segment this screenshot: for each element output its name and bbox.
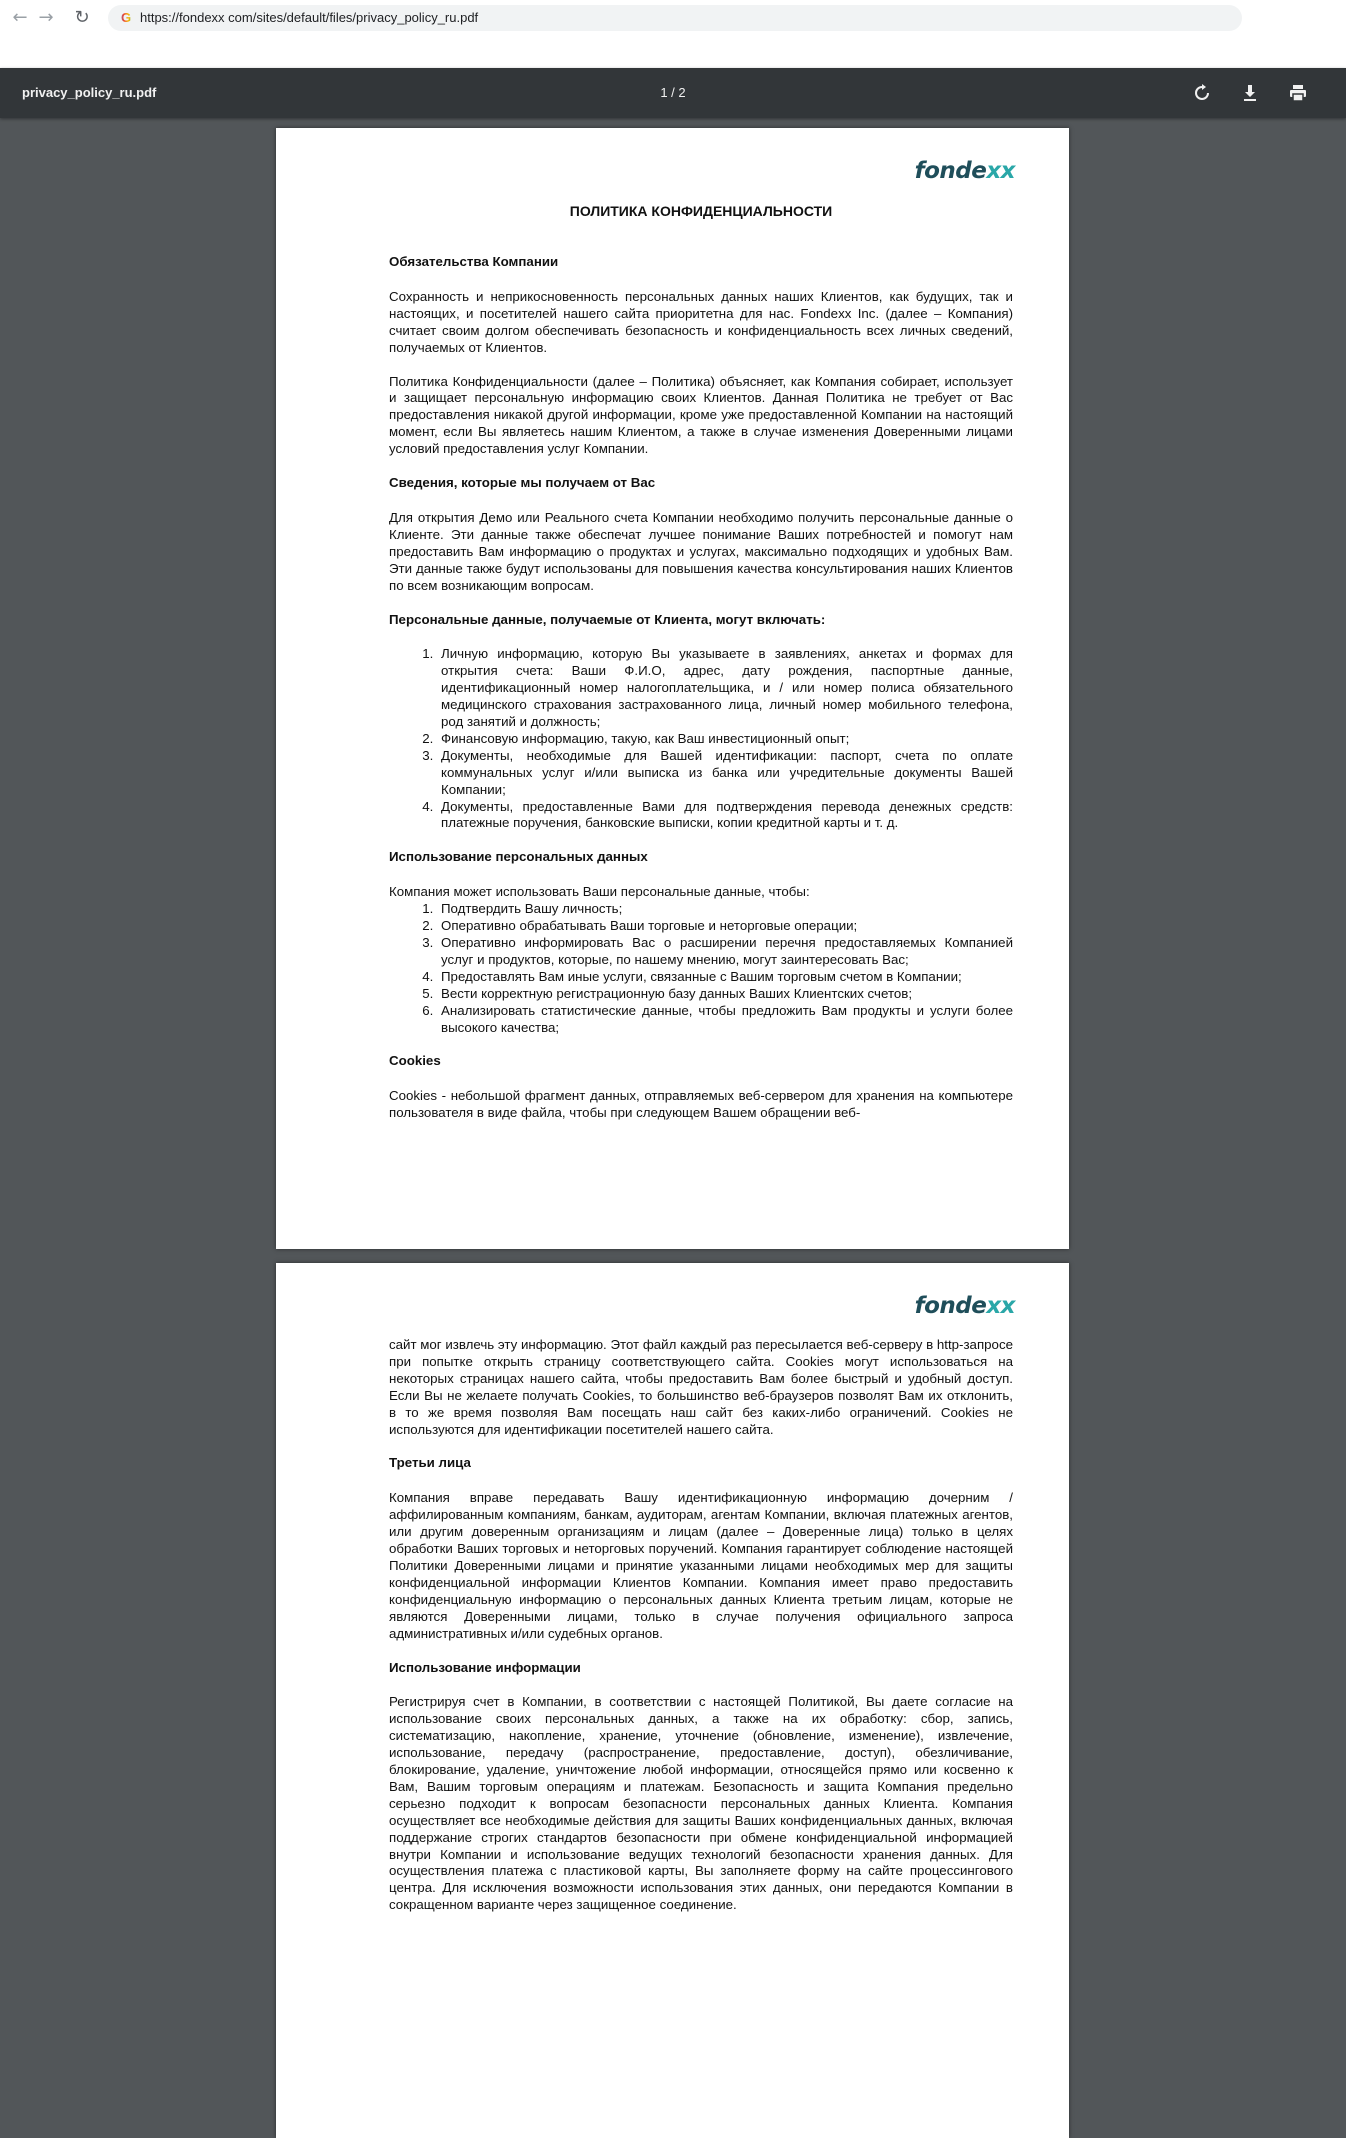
list-item: 1. Личную информацию, которую Вы указываете в заявлениях, анкетах и формах для открытия счета: Ваши Ф.И.О, адрес, дату рождения, паспортные данные, идентификационный номер налогоплательщика, и / или номер полиса обязательного медицинского страхования застрахованного лица, личный номер мобильного телефона, род занятий и должность; [437, 646, 1013, 731]
browser-toolbar [0, 0, 1346, 36]
section-heading: Cookies [389, 1053, 441, 1069]
list-item: 3. Оперативно информировать Вас о расширении перечня предоставляемых Компанией услуг и продуктов, которые, по нашему мнению, могут заинтересовать Вас; [437, 935, 1013, 969]
fondexx-logo: fondexx [914, 1293, 1015, 1319]
url-text[interactable]: https://fondexx com/sites/default/files/privacy_policy_ru.pdf [140, 10, 479, 25]
section-heading: Сведения, которые мы получаем от Вас [389, 475, 656, 491]
list-item: 2. Финансовую информацию, такую, как Ваш инвестиционный опыт; [437, 731, 1013, 748]
forward-arrow-icon[interactable]: → [38, 7, 54, 28]
paragraph: Сохранность и неприкосновенность персональных данных наших Клиентов, как будущих, так и настоящих, и посетителей нашего сайта приоритетна для нас. Fondexx Inc. (далее – Компания) считает своим долгом обеспечивать безопасность и конфиденциальность всех личных сведений, получаемых от Клиентов. [389, 288, 1013, 355]
paragraph: Cookies - небольшой фрагмент данных, отправляемых веб-сервером для хранения на компьютере пользователя в виде файла, чтобы при следующем Вашем обращении веб- [389, 1088, 1013, 1121]
list-item: 3. Документы, необходимые для Вашей идентификации: паспорт, счета по оплате коммунальных услуг и/или выписка из банка или учредительные документы Вашей Компании; [437, 748, 1013, 799]
list-item: 1. Подтвердить Вашу личность; [437, 901, 1013, 918]
section-heading: Использование персональных данных [389, 849, 648, 865]
personal-data-list [389, 646, 1013, 832]
page-indicator: 1 / 2 [660, 85, 686, 100]
page-2-content [389, 1337, 1013, 1931]
paragraph: Для открытия Демо или Реального счета Компании необходимо получить персональные данные о Клиенте. Эти данные также обеспечат лучшее понимание Ваших потребностей и помогут нам предоставить Вам информацию о продуктах и услугах, максимально подходящих и удобных Вам. Эти данные также будут использованы для повышения качества консультирования наших Клиентов по всем возникающим вопросам. [389, 509, 1013, 593]
section-heading: Персональные данные, получаемые от Клиента, могут включать: [389, 611, 826, 627]
pdf-viewer-toolbar [0, 68, 1346, 118]
list-item: 4. Предоставлять Вам иные услуги, связанные с Вашим торговым счетом в Компании; [437, 969, 1013, 986]
list-item: 2. Оперативно обрабатывать Ваши торговые и неторговые операции; [437, 918, 1013, 935]
section-heading: Использование информации [389, 1659, 581, 1675]
rotate-icon[interactable] [1190, 81, 1214, 105]
page-1-content [389, 202, 1013, 1139]
browser-spacer [0, 36, 1346, 68]
data-usage-list [389, 901, 1013, 1036]
paragraph: Политика Конфиденциальности (далее – Политика) объясняет, как Компания собирает, использует и защищает персональную информацию своих Клиентов. Данная Политика не требует от Вас предоставления никакой другой информации, кроме уже предоставленной Компании на настоящий момент, если Вы являетесь нашим Клиентом, а также в случае изменения Доверенными лицами условий предоставления услуг Компании. [389, 373, 1013, 457]
list-item: 4. Документы, предоставленные Вами для подтверждения перевода денежных средств: платежные поручения, банковские выписки, копии кредитной карты и т. д. [437, 799, 1013, 833]
paragraph: сайт мог извлечь эту информацию. Этот файл каждый раз пересылается веб-серверу в http-запросе при попытке открыть страницу соответствующего сайта. Cookies могут использоваться на некоторых страницах нашего сайта, чтобы предоставить Вам более быстрый и удобный доступ. Если Вы не желаете получать Cookies, то большинство веб-браузеров позволят Вам их отклонить, в то же время позволяя Вам посещать наш сайт без каких-либо ограничений. Cookies не используются для идентификации посетителей нашего сайта. [389, 1337, 1013, 1437]
back-arrow-icon[interactable]: ← [12, 7, 28, 28]
pdf-file-name: privacy_policy_ru.pdf [22, 85, 157, 100]
paragraph: Компания вправе передавать Вашу идентификационную информацию дочерним / аффилированным компаниям, банкам, аудиторам, агентам Компании, включая платежных агентов, или другим доверенным организациям и лицам (далее – Доверенные лица) только в целях обработки Ваших торговых и неторговых поручений. Компания гарантирует соблюдение настоящей Политики Доверенными лицами и принятие указанными лицами необходимых мер для защиты конфиденциальной информации Клиентов Компании. Компания имеет право предоставить конфиденциальную информацию о персональных данных Клиента третьим лицам, которые не являются Доверенными лицами, только в случае получения официального запроса административных и/или судебных органов. [389, 1490, 1013, 1641]
paragraph: Компания может использовать Ваши персональные данные, чтобы: [389, 884, 810, 900]
fondexx-logo: fondexx [914, 158, 1015, 184]
paragraph: Регистрируя счет в Компании, в соответствии с настоящей Политикой, Вы даете согласие на использование своих персональных данных, а также на их обработку: сбор, запись, систематизацию, накопление, хранение, уточнение (обновление, изменение), извлечение, использование, передачу (распространение, предоставление, доступ), обезличивание, блокирование, удаление, уничтожение любой информации, относящейся прямо или косвенно к Вам, Вашим торговым операциям и платежам. Безопасность и защита Компания предельно серьезно подходит к вопросам безопасности персональных данных Клиента. Компания осуществляет все необходимые действия для защиты Ваших конфиденциальных данных, включая поддержание строгих стандартов безопасности при обмене конфиденциальной информацией внутри Компании и использование ведущих технологий безопасности хранения данных. Для осуществления платежа с пластиковой карты, Вы заполняете форму на сайте процессингового центра. Для исключения возможности использования этих данных, они передаются Компании в сокращенном варианте через защищенное соединение. [389, 1694, 1013, 1913]
section-heading: Третьи лица [389, 1455, 471, 1471]
document-title: ПОЛИТИКА КОНФИДЕНЦИАЛЬНОСТИ [569, 203, 833, 219]
reload-icon[interactable]: ↻ [74, 7, 90, 28]
address-bar[interactable] [108, 5, 1242, 31]
list-item: 5. Вести корректную регистрационную базу данных Ваших Клиентских счетов; [437, 986, 1013, 1003]
list-item: 6. Анализировать статистические данные, чтобы предложить Вам продукты и услуги более высокого качества; [437, 1003, 1013, 1037]
pdf-page-2 [276, 1263, 1069, 2138]
print-icon[interactable] [1286, 81, 1310, 105]
download-icon[interactable] [1238, 81, 1262, 105]
pdf-page-1 [276, 128, 1069, 1249]
google-favicon-icon: G [118, 10, 134, 26]
section-heading: Обязательства Компании [389, 254, 559, 269]
